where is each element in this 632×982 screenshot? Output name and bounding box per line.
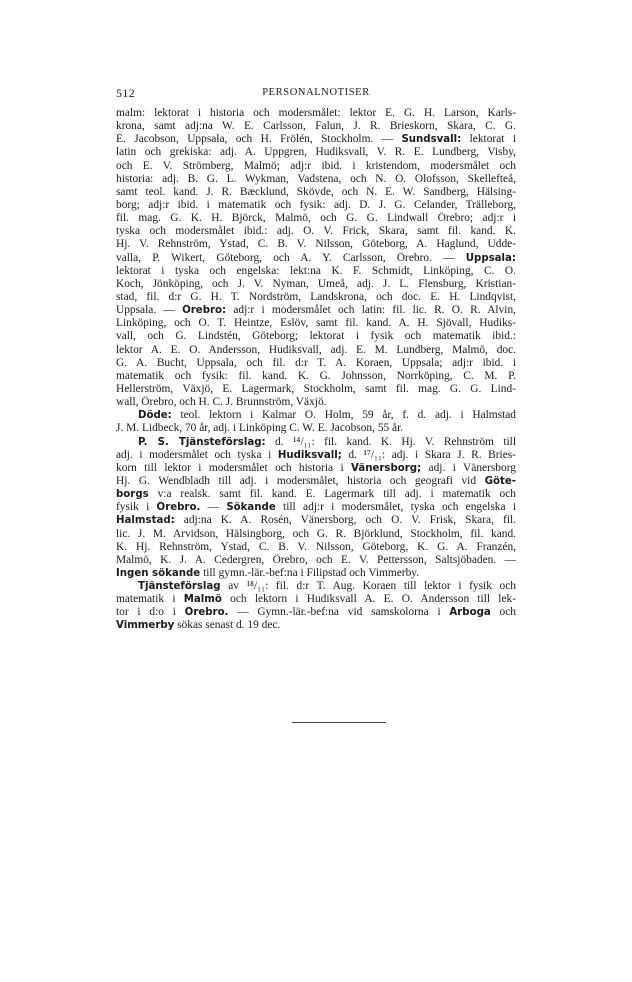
text-line xyxy=(116,383,516,396)
text-run: latin och grekiska: adj. A. Uppgren, Hudiksvall, V. R. E. Lundberg, Visby, xyxy=(116,146,516,159)
text-line xyxy=(116,475,516,488)
text-run: och xyxy=(490,606,516,619)
text-run: E. Jacobson, Uppsala, och H. Frölén, Stockholm. — xyxy=(116,133,402,146)
text-run: och lektorn i Hudiksvall A. E. O. Andersson till lek- xyxy=(221,593,516,606)
bold-heading: Örebro. xyxy=(156,502,201,514)
text-line xyxy=(116,160,516,173)
text-run: till gymn.-lär.-bef:na i Filipstad och Vimmerby. xyxy=(200,566,420,579)
text-line xyxy=(116,330,516,343)
text-line xyxy=(116,146,516,159)
text-run: lektorat i xyxy=(461,133,516,146)
text-line xyxy=(116,409,516,422)
bold-heading: Örebro: xyxy=(182,305,227,317)
bold-heading: P. S. Tjänsteförslag: xyxy=(138,436,266,448)
text-run: Malmö, K. J. A. Cedergren, Örebro, och E. V. Pettersson, Saltsjöbaden. — xyxy=(116,553,516,566)
text-run: — xyxy=(200,501,227,514)
text-run: K. Hj. Rehnström, Ystad, C. B. V. Nilsson, Göteborg, K. G. A. Franzén, xyxy=(116,540,516,553)
text-line xyxy=(116,225,516,238)
text-run: Uppsala. — xyxy=(116,304,183,317)
text-run: och E. V. Strömberg, Malmö; adj:r ibid. i kristendom, modersmålet och xyxy=(116,159,516,172)
text-line xyxy=(116,344,516,357)
page-header xyxy=(116,86,516,102)
text-run: tyska och modersmålet ibid.: adj. O. V. Frick, Skara, samt fil. kand. K. xyxy=(116,225,516,238)
bold-heading: Ingen sökande xyxy=(116,567,201,579)
text-run: adj:r i modersmålet och latin: fil. lic. R. O. R. Alvin, xyxy=(226,304,516,317)
text-line xyxy=(116,514,516,527)
text-run: wall, Örebro, och H. C. J. Brunnström, Växjö. xyxy=(116,396,327,409)
notice-text xyxy=(116,107,516,633)
text-line xyxy=(116,186,516,199)
text-run: adj. i modersmålet och tyska i xyxy=(116,448,278,461)
text-run: matematik och fysik: fil. kand. K. G. Johnsson, Norrköping, C. M. P. xyxy=(116,369,516,382)
text-line xyxy=(116,199,516,212)
text-run: v:a realsk. samt fil. kand. E. Lagermark till adj. i matematik och xyxy=(148,488,516,501)
text-run: d. ¹⁴/₁₁: fil. kand. K. Hj. V. Rehnström till xyxy=(265,435,516,448)
text-line xyxy=(116,567,516,580)
text-run: matematik i xyxy=(116,593,184,606)
bold-heading: Vänersborg; xyxy=(351,462,422,474)
text-line xyxy=(116,107,516,120)
bold-heading: Örebro. xyxy=(184,607,229,619)
text-line xyxy=(116,278,516,291)
bold-heading: Vimmerby xyxy=(116,620,175,632)
text-line xyxy=(116,580,516,593)
text-line xyxy=(116,593,516,606)
text-line xyxy=(116,554,516,567)
text-run: adj. i Vänersborg xyxy=(421,461,516,474)
bold-heading: Uppsala: xyxy=(465,252,516,264)
text-run: lektorat i tyska och engelska: lekt:na K. F. Schmidt, Linköping, C. O. xyxy=(116,264,516,277)
text-run: teol. lektorn i Kalmar O. Holm, 59 år, f. d. adj. i Halmstad xyxy=(171,409,516,422)
bold-heading: Sökande xyxy=(226,502,276,514)
text-line xyxy=(116,120,516,133)
text-run: Linköping, och O. T. Heintze, Eslöv, samt fil. kand. A. H. Sjövall, Hudiks- xyxy=(116,317,516,330)
text-run: korn till lektor i modersmålet och historia i xyxy=(116,461,352,474)
text-line xyxy=(116,488,516,501)
bold-heading: Döde: xyxy=(138,410,172,422)
page-number: 512 xyxy=(116,86,136,100)
bold-heading: Malmö xyxy=(183,594,222,606)
text-line xyxy=(116,265,516,278)
text-line xyxy=(116,396,516,409)
text-run: fil. mag. G. K. H. Björck, Malmö, och G. G. Lindwall Örebro; adj:r i xyxy=(116,212,516,225)
text-run: vall, och G. Lindstén, Göteborg; lektorat i fysik och matematik ibid.: xyxy=(116,330,516,343)
text-run: tor i d:o i xyxy=(116,606,185,619)
text-run: fysik i xyxy=(116,501,157,514)
bold-heading: Sundsvall: xyxy=(401,134,462,146)
text-line xyxy=(116,212,516,225)
text-run: — Gymn.-lär.-bef:na vid samskolorna i xyxy=(228,606,450,619)
text-run: av ¹⁸/₁₁: fil. d:r T. Aug. Koraen till lektor i fysik och xyxy=(220,580,516,593)
bold-heading: Göte- xyxy=(484,475,516,487)
text-run: stad, fil. d:r G. H. T. Nordström, Landskrona, och doc. E. H. Lindqvist, xyxy=(116,290,516,303)
text-line xyxy=(116,370,516,383)
text-line xyxy=(116,357,516,370)
text-line xyxy=(116,436,516,449)
text-run: J. M. Lidbeck, 70 år, adj. i Linköping C. W. E. Jacobson, 55 år. xyxy=(116,422,404,435)
text-run: Hj. V. Rehnström, Ystad, C. B. V. Nilsson, Göteborg, A. Haglund, Udde- xyxy=(116,238,516,251)
text-run: samt teol. kand. J. R. Bæcklund, Skövde, och N. E. W. Sandberg, Hälsing- xyxy=(116,185,516,198)
text-line xyxy=(116,606,516,619)
text-run: Hj. G. Wendbladh till adj. i modersmålet, historia och geografi vid xyxy=(116,474,485,487)
text-run: adj:na K. A. Rosén, Vänersborg, och O. V. Frisk, Skara, fil. xyxy=(174,514,516,527)
running-head: PERSONALNOTISER xyxy=(262,87,370,98)
bold-heading: Arboga xyxy=(449,607,491,619)
text-run: borg; adj:r ibid. i matematik och fysik: adj. D. J. G. Celander, Trälleborg, xyxy=(116,198,516,211)
text-line xyxy=(116,449,516,462)
text-run: till adj:r i modersmålet, tyska och engelska i xyxy=(275,501,516,514)
text-line xyxy=(116,541,516,554)
text-line xyxy=(116,501,516,514)
text-line xyxy=(116,133,516,146)
text-run: valla, P. Wikert, Göteborg, och A. Y. Carlsson, Örebro. — xyxy=(116,251,466,264)
text-run: sökas senast d. 19 dec. xyxy=(174,619,281,632)
text-line xyxy=(116,619,516,632)
text-line xyxy=(116,528,516,541)
bold-heading: Halmstad: xyxy=(116,515,175,527)
text-run: krona, samt adj:na W. E. Carlsson, Falun, J. R. Brieskorn, Skara, C. G. xyxy=(116,120,516,133)
text-run: G. A. Bucht, Uppsala, och fil. d:r T. A. Koraen, Uppsala; adj:r ibid. i xyxy=(116,356,516,369)
text-line xyxy=(116,173,516,186)
text-line xyxy=(116,304,516,317)
text-line xyxy=(116,317,516,330)
end-rule xyxy=(292,722,386,723)
bold-heading: borgs xyxy=(116,489,149,501)
bold-heading: Tjänsteförslag xyxy=(138,581,221,593)
bold-heading: Hudiksvall; xyxy=(277,449,342,461)
text-run: malm: lektorat i historia och modersmålet: lektor E. G. H. Larson, Karls- xyxy=(116,107,516,119)
text-run: d. ¹⁷/₁₁: adj. i Skara J. R. Bries- xyxy=(341,448,516,461)
text-line xyxy=(116,462,516,475)
text-line xyxy=(116,238,516,251)
text-line xyxy=(116,252,516,265)
text-run: historia: adj. B. G. L. Wykman, Vadstena, och N. O. Olofsson, Skellefteå, xyxy=(116,172,516,185)
text-line xyxy=(116,422,516,435)
text-run: lic. J. M. Arvidson, Hälsingborg, och G. R. Björklund, Stockholm, fil. kand. xyxy=(116,527,516,540)
text-run: Koch, Jönköping, och J. V. Nyman, Umeå, adj. J. L. Flensburg, Kristian- xyxy=(116,277,516,290)
text-line xyxy=(116,291,516,304)
text-run: Hellerström, Växjö, E. Lagermark, Stockholm, samt fil. mag. G. G. Lind- xyxy=(116,382,516,395)
text-run: lektor A. E. O. Andersson, Hudiksvall, adj. E. M. Lundberg, Malmö, doc. xyxy=(116,343,516,356)
